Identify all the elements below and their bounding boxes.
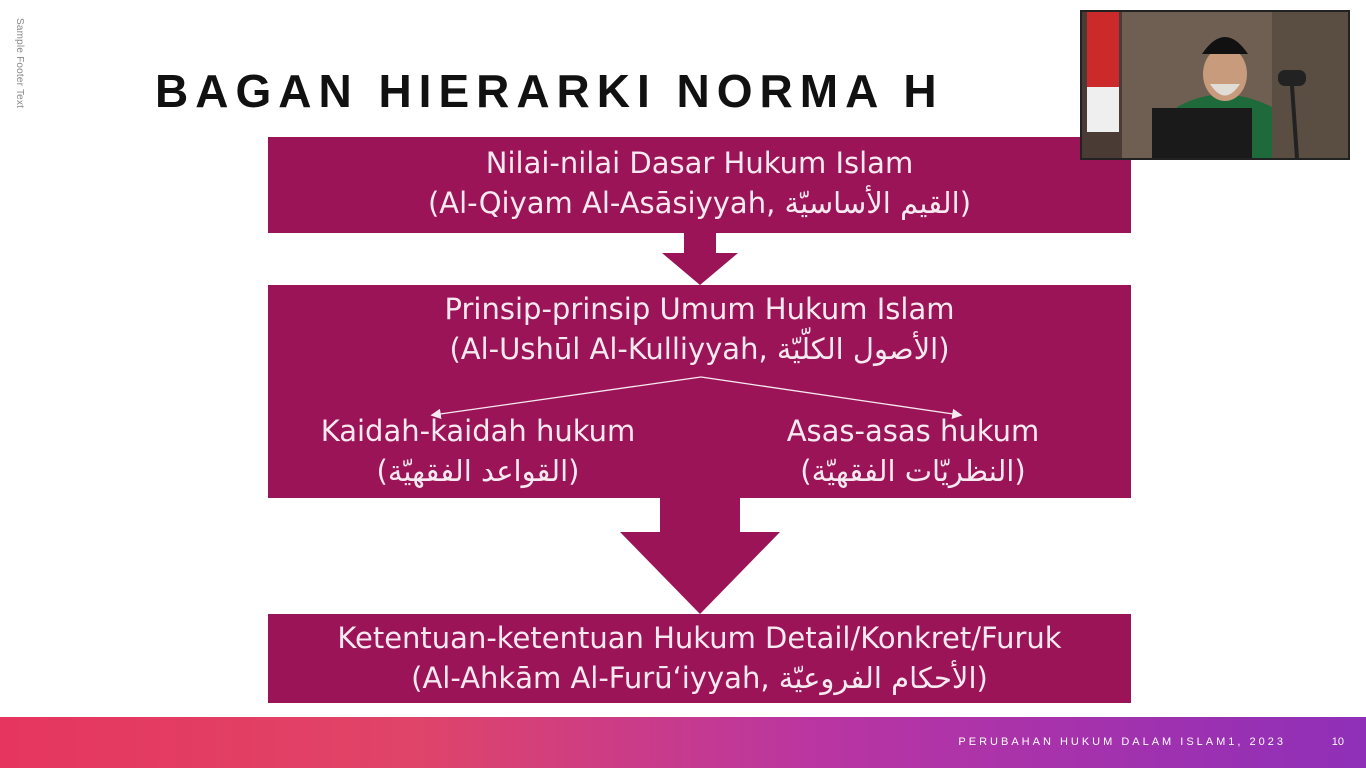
box-basic-values xyxy=(268,137,1131,233)
arrow-down-2-icon xyxy=(618,498,782,616)
box-general-principles-title: Prinsip-prinsip Umum Hukum Islam xyxy=(444,292,955,326)
arrow-down-1-icon xyxy=(660,233,740,287)
side-footer-text: Sample Footer Text xyxy=(14,18,25,109)
footer-text: PERUBAHAN HUKUM DALAM ISLAM1, 2023 xyxy=(958,736,1286,748)
slide-title: BAGAN HIERARKI NORMA H xyxy=(155,65,944,117)
rules-branch xyxy=(268,411,688,491)
principles-branch-label: Asas-asas hukum xyxy=(786,414,1040,448)
box-detailed-rules-title: Ketentuan-ketentuan Hukum Detail/Konkret/Furuk xyxy=(337,621,1062,655)
box-basic-values-title: Nilai-nilai Dasar Hukum Islam xyxy=(485,146,914,180)
rules-branch-label: Kaidah-kaidah hukum xyxy=(320,414,636,448)
rules-branch-arabic: (القواعد الفقهيّة) xyxy=(376,454,580,488)
box-detailed-rules-arabic: (Al-Ahkām Al-Furū‘iyyah, الأحكام الفروعيّة) xyxy=(411,661,988,695)
box-general-principles-arabic: (Al-Ushūl Al-Kulliyyah, الأصول الكلّيّة) xyxy=(449,332,950,366)
principles-branch-arabic: (النظريّات الفقهيّة) xyxy=(800,454,1026,488)
box-detailed-rules xyxy=(268,614,1131,703)
page-number: 10 xyxy=(1331,736,1344,748)
principles-branch xyxy=(703,411,1123,491)
box-basic-values-arabic: (Al-Qiyam Al-Asāsiyyah, القيم الأساسيّة) xyxy=(427,186,972,220)
speaker-video-icon xyxy=(1082,12,1348,158)
box-general-principles xyxy=(268,285,1131,498)
speaker-video[interactable] xyxy=(1080,10,1350,160)
